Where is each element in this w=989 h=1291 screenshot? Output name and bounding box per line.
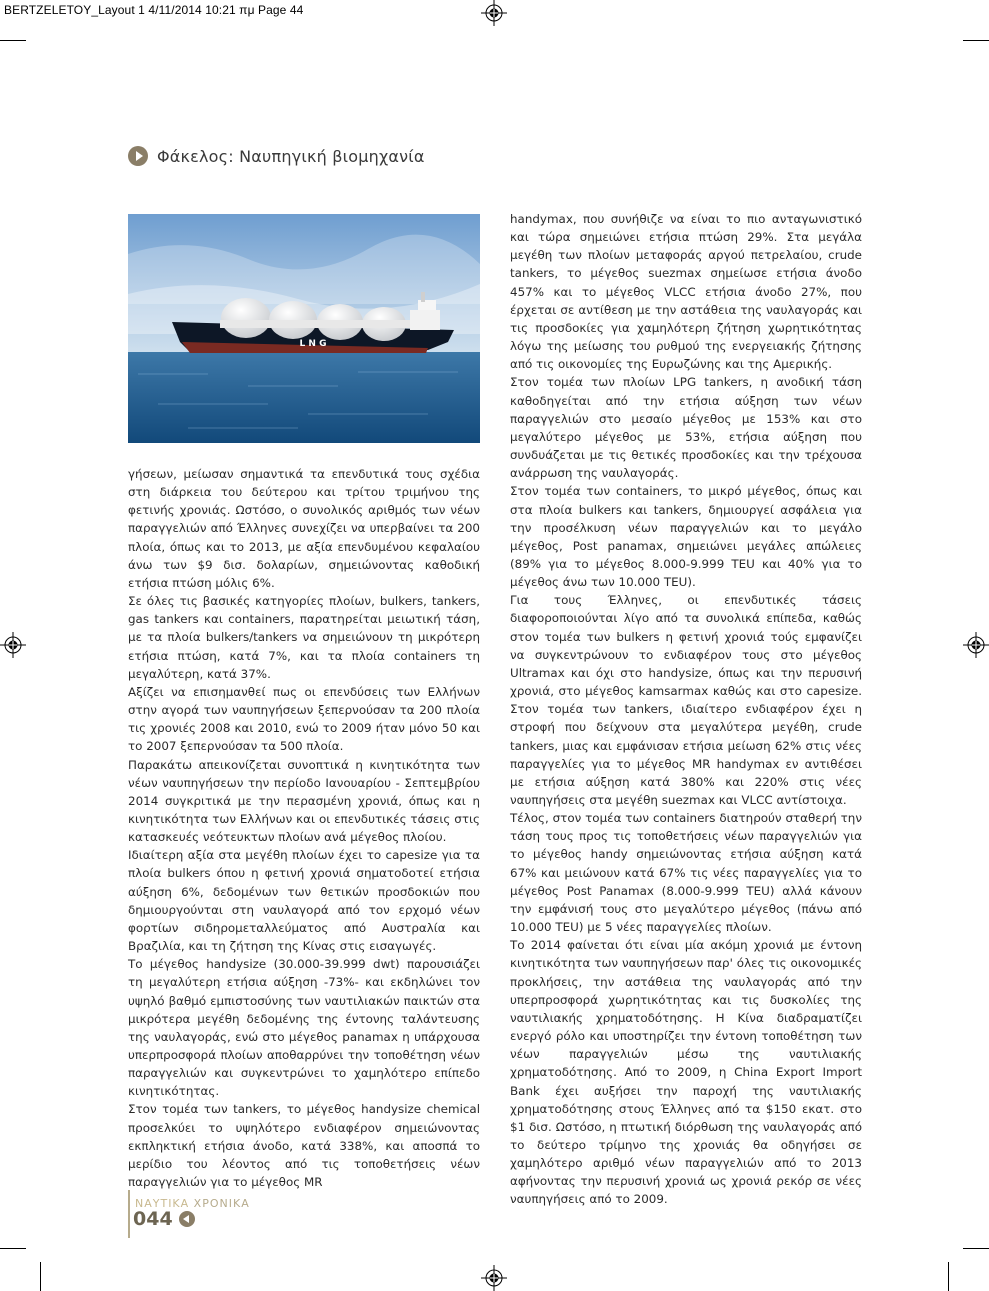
registration-mark-icon xyxy=(963,632,989,658)
crop-mark xyxy=(0,1248,26,1249)
registration-mark-icon xyxy=(0,632,26,658)
hull-lettering: L N G xyxy=(299,339,327,349)
paragraph: Σε όλες τις βασικές κατηγορίες πλοίων, bulkers, tankers, gas tankers και containers, παρατηρείται μειωτική τάση, με τα πλοία bulkers/tankers να σημειώνουν τη μικρότερη ετήσια πτώση, κατά 7%, και τα πλοία containers τη μεγαλύτερη, κατά 37%. xyxy=(128,594,480,681)
paragraph: Ιδιαίτερη αξία στα μεγέθη πλοίων έχει το capesize για τα πλοία bulkers όπου η φετινή χρονιά σηματοδοτεί ετήσια αύξηση 6%, δεδομένων των θετικών προσδοκιών που δημιουργούνται στη ναυλαγορά από τον ερχομό νέων φορτίων σιδηρομεταλλεύματος από Αυστραλία και Βραζιλία, και τη ζήτηση της Κίνας στις εισαγωγές. xyxy=(128,848,480,954)
paragraph: handymax, που συνήθιζε να είναι το πιο ανταγωνιστικό και τώρα σημειώνει ετήσια πτώση 29%. Στα μεγάλα μεγέθη των πλοίων μεταφοράς αργού πετρελαίου, crude tankers, το μέγεθος suezmax σημείωσε ετήσια άνοδο 457% και το μέγεθος VLCC ετήσια άνοδο 27%, που έρχεται σε αντίθεση με την αστάθεια της ναυλαγοράς και τις προσδοκίες για χαμηλότερη ζήτηση χωρητικότητας λόγω της μείωσης του ρυθμού της ενεργειακής ζήτησης από τις οικονομίες της Ευρωζώνης και της Αμερικής. xyxy=(510,212,862,372)
paragraph: γήσεων, μείωσαν σημαντικά τα επενδυτικά τους σχέδια στη διάρκεια του δεύτερου και τρίτου τριμήνου της φετινής χρονιάς. Ωστόσο, ο συνολικός αριθμός των νέων παραγγελιών από Έλληνες συνεχίζει να υπερβαίνει τα 200 πλοία, όπως και το 2013, με αξία επενδυμένου κεφαλαίου άνω των $9 δισ. δολαρίων, σημειώνοντας καθοδική ετήσια πτώση μόλις 6%. xyxy=(128,467,480,590)
page-number: 044 xyxy=(133,1208,173,1230)
print-slug: BERTZELETOY_Layout 1 4/11/2014 10:21 πμ Page 44 xyxy=(4,3,304,17)
crop-mark xyxy=(963,1248,989,1249)
paragraph: Το μέγεθος handysize (30.000-39.999 dwt) παρουσιάζει τη μεγαλύτερη ετήσια αύξηση -73%- και εκδηλώνει τον υψηλό βαθμό εμπιστοσύνης των ναυτιλιακών παικτών στα μικρότερα μεγέθη δεδομένης της έντονης ταλάντευσης της ναυλαγοράς, ενώ στο μέγεθος panamax η υπάρχουσα υπερπροσφορά πλοίων αποθαρρύνει την τοποθέτηση νέων παραγγελιών και συγκεντρώνει το χαμηλότερο επίπεδο κινητικότητας. xyxy=(128,957,480,1099)
section-header xyxy=(128,146,425,166)
registration-mark-icon xyxy=(481,1265,507,1291)
paragraph: Για τους Έλληνες, οι επενδυτικές τάσεις διαφοροποιούνται λίγο από τα συνολικά επίπεδα, καθώς στον τομέα των bulkers η φετινή χρονιά τούς εμφανίζει να συγκεντρώνουν το ενδιαφέρον τους στο μέγεθος Ultramax και όχι στο handysize, όπως και την περυσινή χρονιά, στο μέγεθος kamsarmax καθώς και στο capesize. Στον τομέα των tankers, ιδιαίτερο ενδιαφέρον έχει η στροφή που δείχνουν στα μεγαλύτερα μεγέθη, crude tankers, μιας και εμφάνισαν ετήσια μείωση 62% στις νέες παραγγελίες για το μέγεθος MR handymax εν αντιθέσει με ετήσια αύξηση κατά 380% και 220% στις νέες ναυπηγήσεις στα μεγέθη suezmax και VLCC αντίστοιχα. xyxy=(510,593,862,807)
article-column-left xyxy=(128,465,480,1191)
article-column-right xyxy=(510,210,862,1209)
crop-mark xyxy=(963,40,989,41)
paragraph: Αξίζει να επισημανθεί πως οι επενδύσεις των Ελλήνων στην αγορά των ναυπηγήσεων ξεπερνούσαν τα 200 πλοία τις χρονιές 2008 και 2010, ενώ το 2009 ήταν μόνο 50 και το 2007 ξεπερνούσαν τα 500 πλοία. xyxy=(128,684,480,754)
paragraph: Στον τομέα των containers, το μικρό μέγεθος, όπως και στα πλοία bulkers και tankers, δημιουργεί ασφάλεια για την προσέλκυση νέων παραγγελιών και το μεγάλο μέγεθος, Post panamax, σημειώνει μεγάλες απώλειες (89% για το μέγεθος 8.000-9.999 TEU και 40% για το μέγεθος άνω των 10.000 TEU). xyxy=(510,484,862,590)
paragraph: Τέλος, στον τομέα των containers διατηρούν σταθερή την τάση τους προς τις τοποθετήσεις νέων παραγγελιών για το μέγεθος handy σημειώνοντας ετήσια αύξηση κατά 67% και μειώνουν κατά 67% τις νέες παραγγελίες για το μέγεθος Post Panamax (8.000-9.999 TEU) αλλά κάνουν την εμφάνισή τους στο μεγαλύτερο μέγεθος (πάνω από 10.000 TEU) με 5 νέες παραγγελίες πλοίων. xyxy=(510,811,862,935)
paragraph: Στον τομέα των πλοίων LPG tankers, η ανοδική τάση καθοδηγείται από την ετήσια αύξηση των νέων παραγγελιών στο μεσαίο μέγεθος με 153% και στο μεγαλύτερο μέγεθος με 53%, ετήσια αύξηση που συνδυάζεται με τις θετικές προσδοκίες και την τρέχουσα ανάρρωση της ναυλαγοράς. xyxy=(510,375,862,481)
page-footer xyxy=(133,1208,195,1230)
magazine-name-part2: ΧΡΟΝΙΚΑ xyxy=(189,1197,250,1210)
section-title: Φάκελος: Ναυπηγική βιομηχανία xyxy=(157,146,425,166)
registration-mark-icon xyxy=(481,0,507,26)
lng-ship-illustration xyxy=(128,214,480,443)
footer-rule xyxy=(128,1190,130,1238)
play-bullet-icon xyxy=(128,146,148,166)
lng-carrier-photo xyxy=(128,214,480,443)
crop-mark xyxy=(948,1262,949,1291)
crop-mark xyxy=(40,1262,41,1291)
paragraph: Στον τομέα των tankers, το μέγεθος handysize chemical προσελκύει το υψηλότερο ενδιαφέρον σημειώνοντας εκπληκτική ετήσια άνοδο, κατά 338%, και αποσπά το μερίδιο του λέοντος από τις τοποθετήσεις νέων παραγγελιών για το μέγεθος MR xyxy=(128,1102,480,1190)
back-arrow-icon xyxy=(179,1211,195,1227)
magazine-name-part1: ΝΑΥΤΙΚΑ xyxy=(135,1197,190,1210)
paragraph: Το 2014 φαίνεται ότι είναι μία ακόμη χρονιά με έντονη κινητικότητα των ναυπηγήσεων παρ' όλες τις οικονομικές προκλήσεις, την αστάθεια της ναυλαγοράς από την υπερπροσφορά χωρητικότητας και τις δυσκολίες της ναυτιλιακής χρηματοδότησης. Η Κίνα διαδραματίζει ενεργό ρόλο και υποστηρίζει την έντονη τοποθέτηση των νέων παραγγελιών μέσω της ναυτιλιακής χρηματοδότησης. Από το 2009, η China Export Import Bank έχει αυξήσει την παροχή της ναυτιλιακής χρηματοδότησης στους Έλληνες από τα $150 εκατ. στο $1 δισ. Ωστόσο, η πτωτική διόρθωση της ναυλαγοράς από το δεύτερο τρίμηνο της χρονιάς θα οδηγήσει σε χαμηλότερο αριθμό νέων παραγγελιών από το 2013 αφήνοντας την περυσινή χρονιά ως χρονιά ρεκόρ σε νέες ναυπηγήσεις από το 2009. xyxy=(510,938,862,1207)
paragraph: Παρακάτω απεικονίζεται συνοπτικά η κινητικότητα των νέων ναυπηγήσεων την περίοδο Ιανουαρίου - Σεπτεμβρίου 2014 συγκριτικά με την περασμένη χρονιά, όπως και η κινητικότητα των Ελλήνων και οι επενδυτικές τάσεις στις κατασκευές νεότευκτων πλοίων ανά μέγεθος πλοίου. xyxy=(128,757,480,845)
crop-mark xyxy=(0,40,26,41)
